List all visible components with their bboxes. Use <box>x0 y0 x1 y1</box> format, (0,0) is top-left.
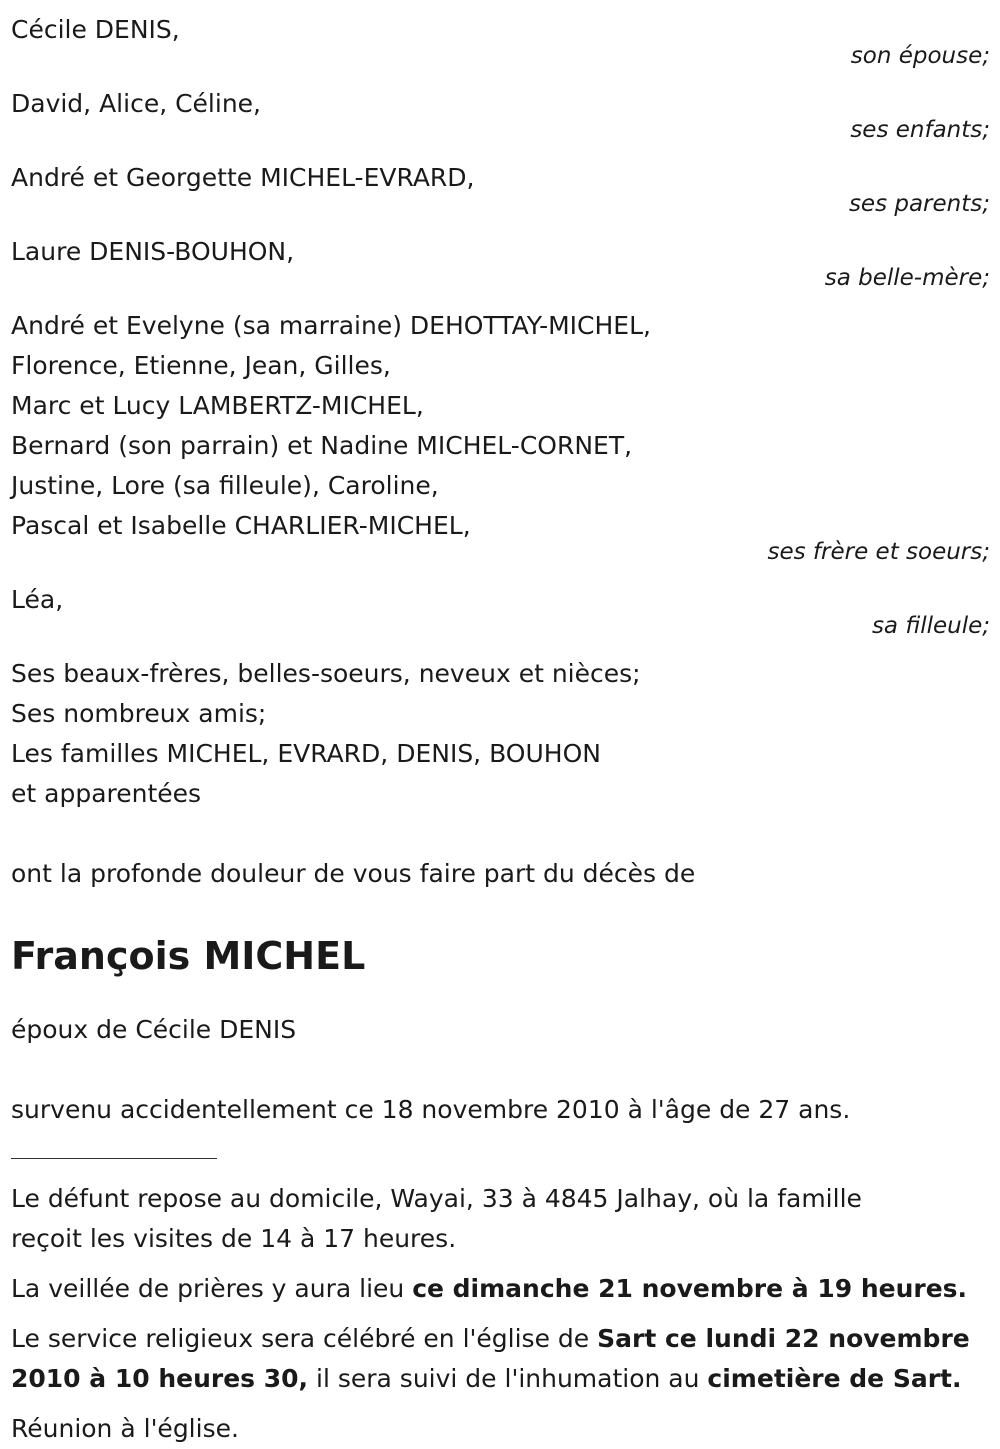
family-group <box>11 232 990 306</box>
relationship-label: son épouse; <box>850 43 990 69</box>
relationship-label: ses parents; <box>848 191 990 217</box>
family-group <box>11 84 990 158</box>
relationship-label: sa belle-mère; <box>824 265 990 291</box>
family-member-line: Florence, Etienne, Jean, Gilles, <box>11 351 391 380</box>
service-paragraph-line2 <box>11 1359 990 1399</box>
family-group <box>11 306 990 580</box>
separator-rule <box>11 1158 217 1159</box>
others-line: Ses beaux-frères, belles-soeurs, neveux et nièces; <box>11 659 641 688</box>
vigil-paragraph <box>11 1269 990 1309</box>
relationship-label: ses enfants; <box>850 117 990 143</box>
family-member-line: Bernard (son parrain) et Nadine MICHEL-CORNET, <box>11 431 633 460</box>
announcement: ont la profonde douleur de vous faire part du décès de <box>11 859 696 888</box>
family-member-line: Marc et Lucy LAMBERTZ-MICHEL, <box>11 391 424 420</box>
deceased-name: François MICHEL <box>11 934 366 978</box>
service-middle: il sera suivi de l'inhumation au <box>308 1364 708 1393</box>
others-line: Les familles MICHEL, EVRARD, DENIS, BOUHON <box>11 739 601 768</box>
relationship-label: sa filleule; <box>871 613 990 639</box>
rest-line: reçoit les visites de 14 à 17 heures. <box>11 1224 457 1253</box>
service-time: 2010 à 10 heures 30, <box>11 1364 309 1393</box>
family-member-line: Justine, Lore (sa filleule), Caroline, <box>11 471 439 500</box>
others-list <box>11 654 990 814</box>
death-line: survenu accidentellement ce 18 novembre 2010 à l'âge de 27 ans. <box>11 1095 851 1124</box>
others-line: Ses nombreux amis; <box>11 699 267 728</box>
spouse-line: époux de Cécile DENIS <box>11 1015 297 1044</box>
service-paragraph-line1 <box>11 1319 990 1359</box>
family-member-line: Cécile DENIS, <box>11 15 180 44</box>
vigil-prefix: La veillée de prières y aura lieu <box>11 1274 413 1303</box>
family-member-line: Laure DENIS-BOUHON, <box>11 237 295 266</box>
service-prefix: Le service religieux sera célébré en l'église de <box>11 1324 598 1353</box>
family-group <box>11 580 990 654</box>
service-date: Sart ce lundi 22 novembre <box>597 1324 970 1353</box>
family-list <box>11 10 990 654</box>
family-group <box>11 158 990 232</box>
family-member-line: André et Evelyne (sa marraine) DEHOTTAY-MICHEL, <box>11 311 651 340</box>
vigil-date: ce dimanche 21 novembre à 19 heures. <box>412 1274 968 1303</box>
family-member-line: André et Georgette MICHEL-EVRARD, <box>11 163 475 192</box>
family-member-line: David, Alice, Céline, <box>11 89 261 118</box>
others-line: et apparentées <box>11 779 202 808</box>
family-group <box>11 10 990 84</box>
rest-line: Le défunt repose au domicile, Wayai, 33 à 4845 Jalhay, où la famille <box>11 1184 862 1213</box>
relationship-label: ses frère et soeurs; <box>767 539 990 565</box>
cemetery: cimetière de Sart. <box>707 1364 962 1393</box>
meeting-line: Réunion à l'église. <box>11 1414 239 1443</box>
family-member-line: Pascal et Isabelle CHARLIER-MICHEL, <box>11 511 471 540</box>
family-member-line: Léa, <box>11 585 64 614</box>
